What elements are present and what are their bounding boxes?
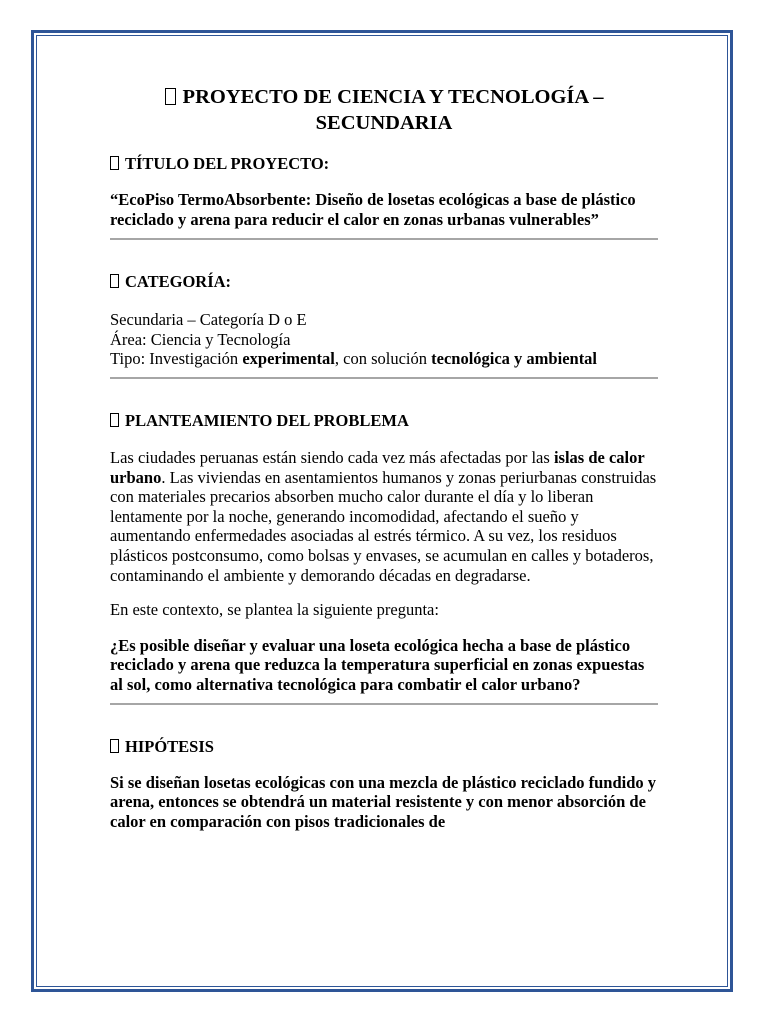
area-line: Área: Ciencia y Tecnología	[110, 329, 291, 349]
research-question: ¿Es posible diseñar y evaluar una loseta ecológica hecha a base de plástico reciclado y arena que reduzca la temperatura superficial en zonas expuestas al sol, como alternativa tecnológica para combatir el calor urbano?	[110, 635, 645, 694]
project-title-text: “EcoPiso TermoAbsorbente: Diseño de losetas ecológicas a base de plástico reciclado y arena para reducir el calor en zonas urbanas vulnerables”	[110, 190, 636, 229]
section-heading-titulo: TÍTULO DEL PROYECTO:	[110, 154, 658, 174]
missing-glyph-icon	[165, 88, 176, 105]
divider	[110, 238, 658, 240]
context-paragraph: En este contexto, se plantea la siguiente pregunta:	[110, 600, 439, 620]
missing-glyph-icon	[110, 274, 119, 288]
missing-glyph-icon	[110, 156, 119, 170]
category-line: Secundaria – Categoría D o E	[110, 310, 307, 330]
section-heading-hipotesis: HIPÓTESIS	[110, 737, 658, 757]
hypothesis-text: Si se diseñan losetas ecológicas con una mezcla de plástico reciclado fundido y arena, entonces se obtendrá un material resistente y con menor absorción de calor en comparación con pisos tradicionales de	[110, 772, 657, 831]
type-line: Tipo: Investigación experimental, con solución tecnológica y ambiental	[110, 349, 598, 369]
missing-glyph-icon	[110, 413, 119, 427]
document-title: PROYECTO DE CIENCIA Y TECNOLOGÍA – SECUNDARIA	[110, 84, 658, 136]
document-body	[110, 84, 658, 831]
section-heading-categoria: CATEGORÍA:	[110, 272, 658, 292]
divider	[110, 703, 658, 705]
missing-glyph-icon	[110, 739, 119, 753]
problem-paragraph: Las ciudades peruanas están siendo cada vez más afectadas por las islas de calor urbano. Las viviendas en asentamientos humanos y zonas periurbanas construidas con materiales precarios absorben mucho calor durante el día y lo liberan lentamente por la noche, generando incomodidad, afectando el sueño y aumentando enfermedades asociadas al estrés térmico. A su vez, los residuos plásticos postconsumo, como bolsas y envases, se acumulan en calles y botaderos, contaminando el ambiente y demorando décadas en degradarse.	[110, 447, 657, 585]
section-heading-planteamiento: PLANTEAMIENTO DEL PROBLEMA	[110, 411, 658, 431]
divider	[110, 377, 658, 379]
